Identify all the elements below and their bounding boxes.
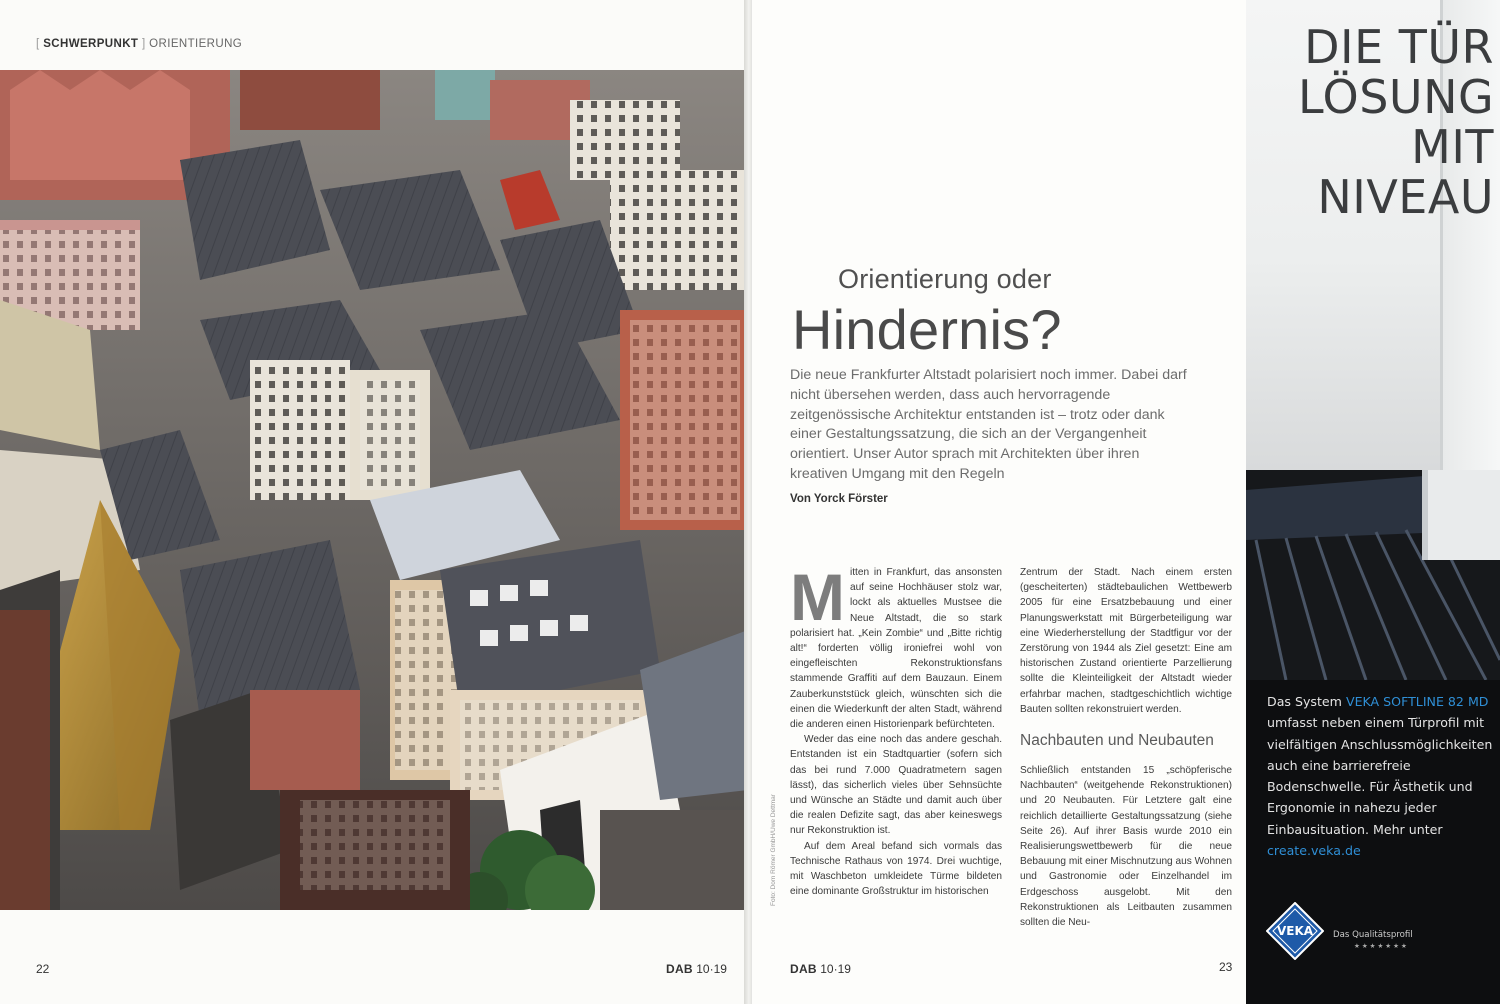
aerial-photo-frankfurt-altstadt: [0, 70, 748, 910]
spread-gutter: [744, 0, 752, 1004]
paragraph-4: Zentrum der Stadt. Nach einem ersten (gescheiterten) städtebaulichen Wettbewerb 2005 für eine Ersatzbebauung und einer Planungswerkstatt mit Bürgerbeteiligung war eine Wiederherstellung der Stadtfigur vor der Zerstörung von 1944 als Ziel gesetzt: Eine am historischen Zustand orientierte Parzellierung sollte die Kleinteiligkeit der Altstadt wieder erfahrbar machen, stadtgeschichtlich wichtige Bauten sollten rekonstruiert werden.: [1020, 567, 1232, 715]
body-column-1: [790, 560, 1002, 899]
magazine-issue: 10·19: [696, 962, 727, 976]
paragraph-2: Weder das eine noch das andere geschah. Entstanden ist ein Stadtquartier (sofern sich das bei rund 7.000 Quadratmetern sagen lässt), das sicherlich vieles über Sehnsüchte und Wünsche an Städte und damit auch über die realen Defizite sagt, das aber keineswegs nur Rekonstruktion ist.: [790, 734, 1002, 837]
ad-floor-threshold: [1246, 470, 1500, 680]
bracket-close: ]: [141, 38, 146, 50]
veka-tagline: Das Qualitätsprofil: [1333, 930, 1413, 940]
section-name: SCHWERPUNKT: [43, 38, 139, 50]
body-column-2: [1020, 565, 1232, 930]
ad-headline-line3: MIT: [1411, 120, 1494, 174]
page-number-left: 22: [36, 962, 50, 976]
ad-headline-line4: NIVEAU: [1317, 170, 1494, 224]
section-subhead: Nachbauten und Neubauten: [1020, 732, 1214, 750]
magazine-footer-right: [790, 962, 851, 976]
paragraph-3: Auf dem Areal befand sich vormals das Technische Rathaus von 1974. Drei wuchtige, mit Waschbeton umkleidete Türme bildeten eine dominante Großstruktur im historischen: [790, 840, 1002, 898]
ad-headline: [1298, 22, 1494, 222]
veka-logo-text: VEKA: [1276, 924, 1314, 938]
article-lede: Die neue Frankfurter Altstadt polarisiert noch immer. Dabei darf nicht übersehen werden, dass auch hervorragende zeitgenössische Architektur entstanden ist – trotz oder dank einer Gestaltungssatzung, die sich an der Vergangenheit orientiert. Unser Autor sprach mit Architekten über ihren kreativen Umgang mit den Regeln: [790, 367, 1187, 482]
page-number-right: 23: [1219, 960, 1233, 974]
section-label: [36, 38, 242, 50]
magazine-name-right: DAB: [790, 962, 817, 976]
paragraph-1: [790, 560, 1002, 732]
ad-copy-text: umfasst neben einem Türprofil mit vielfältigen Anschlussmöglichkeiten auch eine barrierefreie Bodenschwelle. Für Ästhetik und Ergonomie in nahezu jeder Einbausituation. Mehr unter: [1267, 715, 1493, 837]
paragraph-1-text: itten in Frankfurt, das ansonsten auf seine Hochhäuser stolz war, lockt als aktuelles Mustsee die Neue Altstadt, die so stark polarisiert hat. „Kein Zombie“ und „Bitte richtig alt!“ forderten völlig ironiefrei wohl von eingefleischten Rekonstruktionsfans stammende Graffiti auf dem Bauzaun. Einem Zauberkunststück gleich, wünschten sich die einen die Wiederkunft der alten Stadt, während die anderen einen Historienpark befürchteten.: [790, 567, 1002, 731]
magazine-name: DAB: [666, 962, 693, 976]
magazine-footer-left: [666, 962, 727, 976]
ad-copy-prefix: Das System: [1267, 694, 1346, 709]
veka-stars: ★★★★★★★: [1354, 943, 1409, 950]
magazine-issue-right: 10·19: [820, 962, 851, 976]
ad-headline-line1: DIE TÜR: [1304, 20, 1494, 74]
photo-credit: Foto: Dom Römer GmbH/Uwe Dettmar: [770, 794, 777, 906]
ad-website-link[interactable]: create.veka.de: [1267, 843, 1361, 859]
bracket-open: [: [36, 38, 40, 50]
article-title-line2: Hindernis?: [792, 298, 1062, 361]
drop-cap: M: [790, 560, 845, 634]
paragraph-5: Schließlich entstanden 15 „schöpferische Nachbauten“ (weitgehende Rekonstruktionen) und 20 Neubauten. Für Letztere galt eine reichlich detaillierte Gestaltungssatzung (siehe Seite 26). Auf ihrer Basis wurde 2010 ein Realisierungswettbewerb für die neue Bebauung mit einer Mischnutzung aus Wohnen und Gastronomie oder Einzelhandel im Erdgeschoss ausgelobt. Mit den Rekonstruktionen als Leitbauten zusammen sollten die Neu-: [1020, 765, 1232, 929]
author-byline: Von Yorck Förster: [790, 493, 888, 505]
ad-product-name: VEKA SOFTLINE 82 MD: [1345, 694, 1489, 709]
ad-headline-line2: LÖSUNG: [1298, 70, 1495, 124]
subsection-name: ORIENTIERUNG: [149, 38, 243, 50]
ad-body-copy: [1267, 691, 1493, 861]
veka-logo: [1266, 902, 1324, 960]
article-title-line1: Orientierung oder: [838, 264, 1052, 294]
